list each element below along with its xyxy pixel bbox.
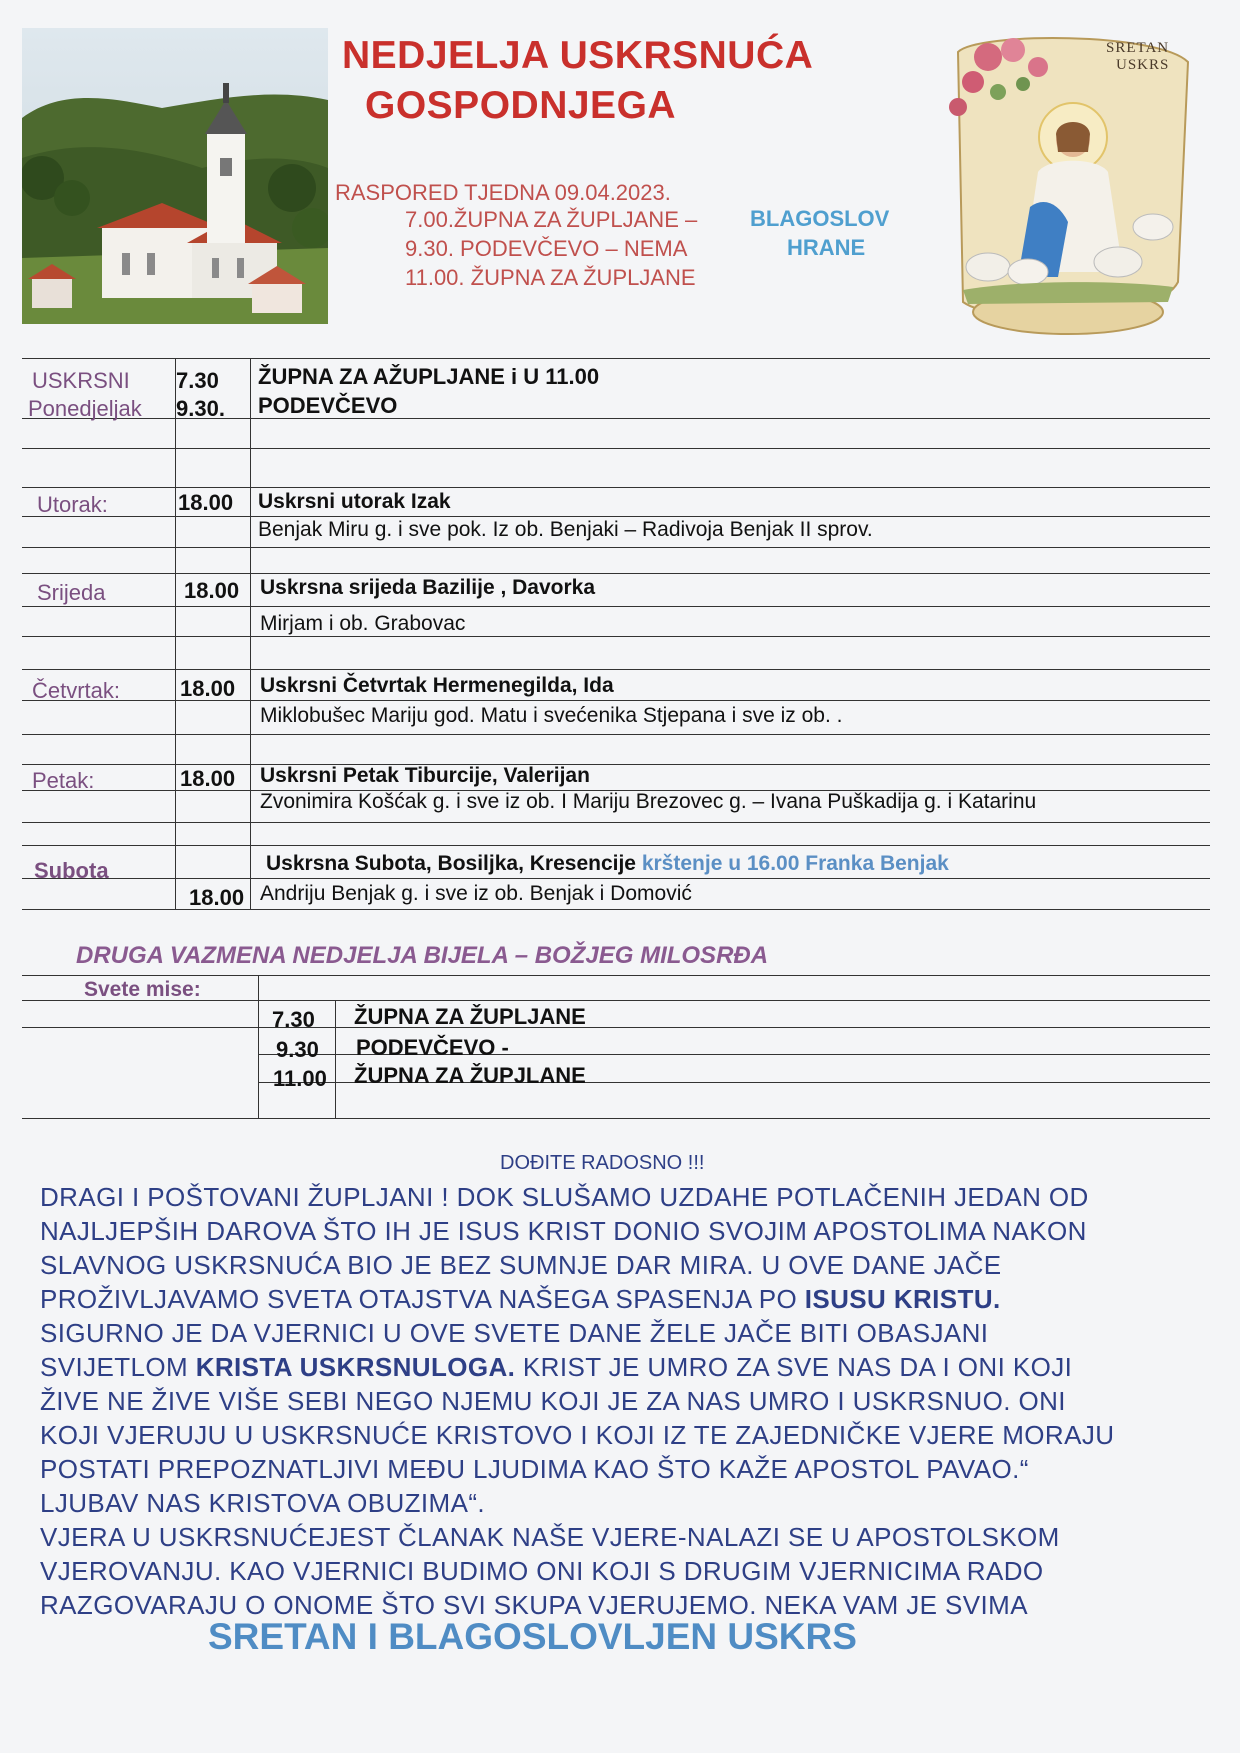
schedule-line-3: 11.00. ŽUPNA ZA ŽUPLJANE [405, 265, 696, 290]
blessing-line-1: BLAGOSLOV [750, 206, 890, 231]
pastoral-letter [40, 1180, 1220, 1622]
saturday-title [266, 852, 949, 876]
sunday-mass-text-3: ŽUPNA ZA ŽUPJLANE [354, 1063, 586, 1088]
page-title-line1: NEDJELJA USKRSNUĆA [342, 34, 814, 77]
saturday-baptism: krštenje u 16.00 Franka Benjak [641, 852, 949, 875]
tuesday-title: Uskrsni utorak Izak [258, 490, 451, 513]
letter-line-4 [40, 1282, 1220, 1316]
letter-line-8: KOJI VJERUJU U USKRSNUĆE KRISTOVO I KOJI IZ TE ZAJEDNIČKE VJERE MORAJU [40, 1420, 1115, 1450]
easter-card [918, 22, 1208, 342]
letter-line-6-text-a: SVIJETLOM [40, 1352, 196, 1382]
friday-intention: Zvonimira Košćak g. i sve iz ob. I Mariju Brezovec g. – Ivana Puškadija g. i Katarinu [260, 790, 1037, 813]
letter-line-13: RAZGOVARAJU O ONOME ŠTO SVI SKUPA VJERUJEMO. NEKA VAM JE SVIMA [40, 1590, 1028, 1620]
monday-text-2: PODEVČEVO [258, 393, 398, 418]
letter-line-7: ŽIVE NE ŽIVE VIŠE SEBI NEGO NJEMU KOJI JE ZA NAS UMRO I USKRSNUO. ONI [40, 1386, 1066, 1416]
schedule-heading: RASPORED TJEDNA 09.04.2023. [335, 180, 671, 205]
letter-line-5: SIGURNO JE DA VJERNICI U OVE SVETE DANE ŽELE JAČE BITI OBASJANI [40, 1318, 989, 1348]
letter-greeting: DOĐITE RADOSNO !!! [500, 1152, 705, 1174]
sunday-mass-time-1: 7.30 [272, 1007, 315, 1032]
letter-line-10: LJUBAV NAS KRISTOVA OBUZIMA“. [40, 1488, 486, 1518]
thursday-title: Uskrsni Četvrtak Hermenegilda, Ida [260, 674, 614, 697]
church-photo [22, 28, 328, 324]
thursday-intention: Miklobušec Mariju god. Matu i svećenika Stjepana i sve iz ob. . [260, 704, 843, 727]
letter-line-12: VJEROVANJU. KAO VJERNICI BUDIMO ONI KOJI S DRUGIM VJERNICIMA RADO [40, 1556, 1044, 1586]
blessing-line-2: HRANE [787, 235, 866, 260]
tuesday-intention: Benjak Miru g. i sve pok. Iz ob. Benjaki – Radivoja Benjak II sprov. [258, 518, 873, 541]
closing-greeting: SRETAN I BLAGOSLOVLJEN USKRS [208, 1616, 857, 1657]
friday-title: Uskrsni Petak Tiburcije, Valerijan [260, 764, 590, 787]
page-title-line2: GOSPODNJEGA [365, 84, 677, 127]
card-greeting-line1: SRETAN [1106, 40, 1170, 56]
sunday-heading: DRUGA VAZMENA NEDJELJA BIJELA – BOŽJEG MILOSRĐA [76, 942, 769, 969]
masses-label: Svete mise: [84, 978, 201, 1001]
day-monday-line1: USKRSNI [32, 368, 130, 393]
letter-line-6-text-b: KRIST JE UMRO ZA SVE NAS DA I ONI KOJI [515, 1352, 1073, 1382]
day-saturday: Subota [34, 858, 109, 883]
letter-line-4-bold: ISUSU KRISTU. [804, 1284, 1001, 1314]
letter-line-1: DRAGI I POŠTOVANI ŽUPLJANI ! DOK SLUŠAMO UZDAHE POTLAČENIH JEDAN OD [40, 1182, 1089, 1212]
sunday-mass-text-1: ŽUPNA ZA ŽUPLJANE [354, 1004, 586, 1029]
thursday-time: 18.00 [180, 676, 236, 701]
letter-line-2: NAJLJEPŠIH DAROVA ŠTO IH JE ISUS KRIST DONIO SVOJIM APOSTOLIMA NAKON [40, 1216, 1087, 1246]
wednesday-title: Uskrsna srijeda Bazilije , Davorka [260, 576, 596, 599]
monday-text-1: ŽUPNA ZA AŽUPLJANE i U 11.00 [258, 364, 600, 389]
tuesday-time: 18.00 [178, 490, 234, 515]
schedule-line-2: 9.30. PODEVČEVO – NEMA [405, 236, 688, 261]
wednesday-intention: Mirjam i ob. Grabovac [260, 612, 466, 635]
sunday-mass-text-2: PODEVČEVO - [356, 1035, 509, 1060]
letter-line-6-bold: KRISTA USKRSNULOGA. [195, 1352, 516, 1382]
saturday-intention: Andriju Benjak g. i sve iz ob. Benjak i Domović [260, 882, 692, 905]
letter-line-6 [40, 1350, 1220, 1384]
wednesday-time: 18.00 [184, 578, 240, 603]
monday-time-1: 7.30 [176, 368, 219, 393]
day-friday: Petak: [32, 768, 95, 793]
day-wednesday: Srijeda [37, 580, 106, 605]
letter-line-11: VJERA U USKRSNUĆEJEST ČLANAK NAŠE VJERE-NALAZI SE U APOSTOLSKOM [40, 1522, 1060, 1552]
day-thursday: Četvrtak: [32, 678, 121, 703]
card-greeting-line2: USKRS [1116, 57, 1170, 73]
day-monday-line2: Ponedjeljak [28, 396, 142, 421]
letter-line-3: SLAVNOG USKRSNUĆA BIO JE BEZ SUMNJE DAR MIRA. U OVE DANE JAČE [40, 1250, 1002, 1280]
saturday-time: 18.00 [189, 885, 245, 910]
schedule-line-1: 7.00.ŽUPNA ZA ŽUPLJANE – [405, 207, 698, 232]
friday-time: 18.00 [180, 766, 236, 791]
day-tuesday: Utorak: [37, 492, 108, 517]
saturday-title-text: Uskrsna Subota, Bosiljka, Kresencije [266, 852, 636, 875]
monday-time-2: 9.30. [176, 396, 225, 421]
sunday-mass-time-3: 11.00 [273, 1066, 327, 1091]
letter-line-4-text: PROŽIVLJAVAMO SVETA OTAJSTVA NAŠEGA SPASENJA PO [40, 1284, 805, 1314]
letter-line-9: POSTATI PREPOZNATLJIVI MEĐU LJUDIMA KAO ŠTO KAŽE APOSTOL PAVAO.“ [40, 1454, 1029, 1484]
sunday-mass-time-2: 9.30 [276, 1037, 319, 1062]
